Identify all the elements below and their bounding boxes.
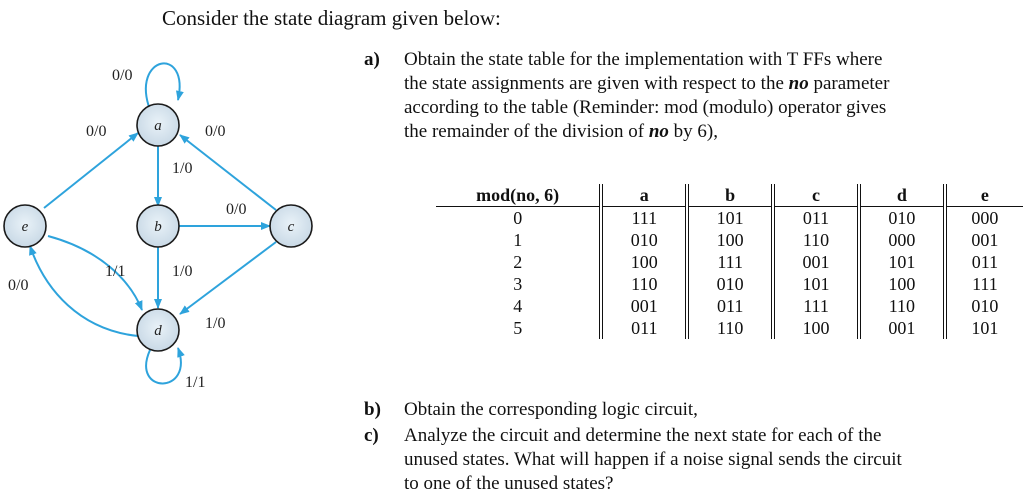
state-label-d: d: [154, 323, 162, 339]
table-cell: 110: [859, 295, 945, 317]
label-c-to-d: 1/0: [205, 315, 226, 332]
state-label-c: c: [287, 219, 295, 235]
label-d-self: 1/1: [185, 374, 206, 391]
question-a-line2: the state assignments are given with respect to the no parameter: [404, 73, 890, 94]
table-row: [436, 207, 1023, 230]
table-cell: 111: [773, 295, 859, 317]
table-cell: 001: [971, 230, 999, 250]
question-a-label: a): [364, 49, 380, 70]
table-cell: 111: [687, 251, 773, 273]
table-cell: 001: [859, 317, 945, 339]
edge-d-self: [146, 348, 181, 384]
question-b-label: b): [364, 399, 381, 420]
state-label-a: a: [154, 118, 162, 134]
edge-a-self: [146, 63, 180, 110]
table-cell: 101: [687, 207, 773, 230]
table-cell: 101: [971, 318, 999, 338]
label-a-self: 0/0: [112, 67, 133, 84]
table-cell: 110: [601, 273, 687, 295]
table-cell: 4: [436, 295, 601, 317]
table-cell: 5: [436, 317, 601, 339]
table-row: [436, 229, 1023, 251]
table-cell: 111: [972, 274, 998, 294]
question-a-line1: Obtain the state table for the implementation with T FFs where: [404, 49, 883, 70]
table-cell: 011: [773, 207, 859, 230]
header-a: a: [601, 184, 687, 207]
table-cell: 010: [971, 296, 999, 316]
table-cell: 110: [773, 229, 859, 251]
table-cell: 110: [687, 317, 773, 339]
label-e-to-d: 1/1: [105, 263, 126, 280]
question-a-line4: the remainder of the division of no by 6),: [404, 121, 718, 142]
table-cell: 010: [601, 229, 687, 251]
state-label-b: b: [154, 219, 162, 235]
table-cell: 010: [859, 207, 945, 230]
table-row: [436, 317, 1023, 339]
edge-c-to-a: [180, 135, 276, 210]
table-cell: 001: [601, 295, 687, 317]
table-cell: 010: [687, 273, 773, 295]
problem-intro: Consider the state diagram given below:: [162, 6, 501, 30]
table-cell: 000: [859, 229, 945, 251]
table-cell: 1: [436, 229, 601, 251]
table-cell: 3: [436, 273, 601, 295]
table-cell: 011: [601, 317, 687, 339]
state-label-e: e: [21, 219, 29, 235]
question-c-line3: to one of the unused states?: [404, 473, 614, 494]
state-diagram: [0, 0, 340, 502]
label-b-to-c: 0/0: [226, 201, 247, 218]
question-c-line2: unused states. What will happen if a noise signal sends the circuit: [404, 449, 902, 470]
table-cell: 100: [601, 251, 687, 273]
header-c: c: [773, 184, 859, 207]
question-b-text: Obtain the corresponding logic circuit,: [404, 399, 698, 420]
label-d-to-e: 0/0: [8, 277, 29, 294]
question-c-line1: Analyze the circuit and determine the next state for each of the: [404, 425, 882, 446]
table-cell: 111: [601, 207, 687, 230]
table-header-row: [436, 184, 1023, 207]
question-a-line3: according to the table (Reminder: mod (modulo) operator gives: [404, 97, 887, 118]
table-cell: 100: [687, 229, 773, 251]
label-e-to-a: 0/0: [86, 123, 107, 140]
state-assignment-table: [436, 184, 1023, 339]
edge-d-to-e: [30, 246, 138, 336]
edge-c-to-d: [180, 242, 276, 314]
label-b-to-d: 1/0: [172, 263, 193, 280]
table-row: [436, 295, 1023, 317]
table-cell: 0: [436, 207, 601, 230]
table-cell: 100: [859, 273, 945, 295]
table-cell: 011: [687, 295, 773, 317]
table-cell: 100: [773, 317, 859, 339]
table-cell: 2: [436, 251, 601, 273]
table-row: [436, 251, 1023, 273]
table-row: [436, 273, 1023, 295]
table-cell: 001: [773, 251, 859, 273]
header-mod: mod(no, 6): [436, 184, 601, 207]
label-c-to-a: 0/0: [205, 123, 226, 140]
header-e: e: [945, 184, 1023, 207]
edge-e-to-a: [44, 133, 138, 208]
label-a-to-b: 1/0: [172, 160, 193, 177]
question-c-label: c): [364, 425, 379, 446]
header-d: d: [859, 184, 945, 207]
table-cell: 101: [859, 251, 945, 273]
header-b: b: [687, 184, 773, 207]
table-cell: 101: [773, 273, 859, 295]
table-cell: 000: [971, 208, 999, 228]
table-cell: 011: [971, 252, 999, 272]
